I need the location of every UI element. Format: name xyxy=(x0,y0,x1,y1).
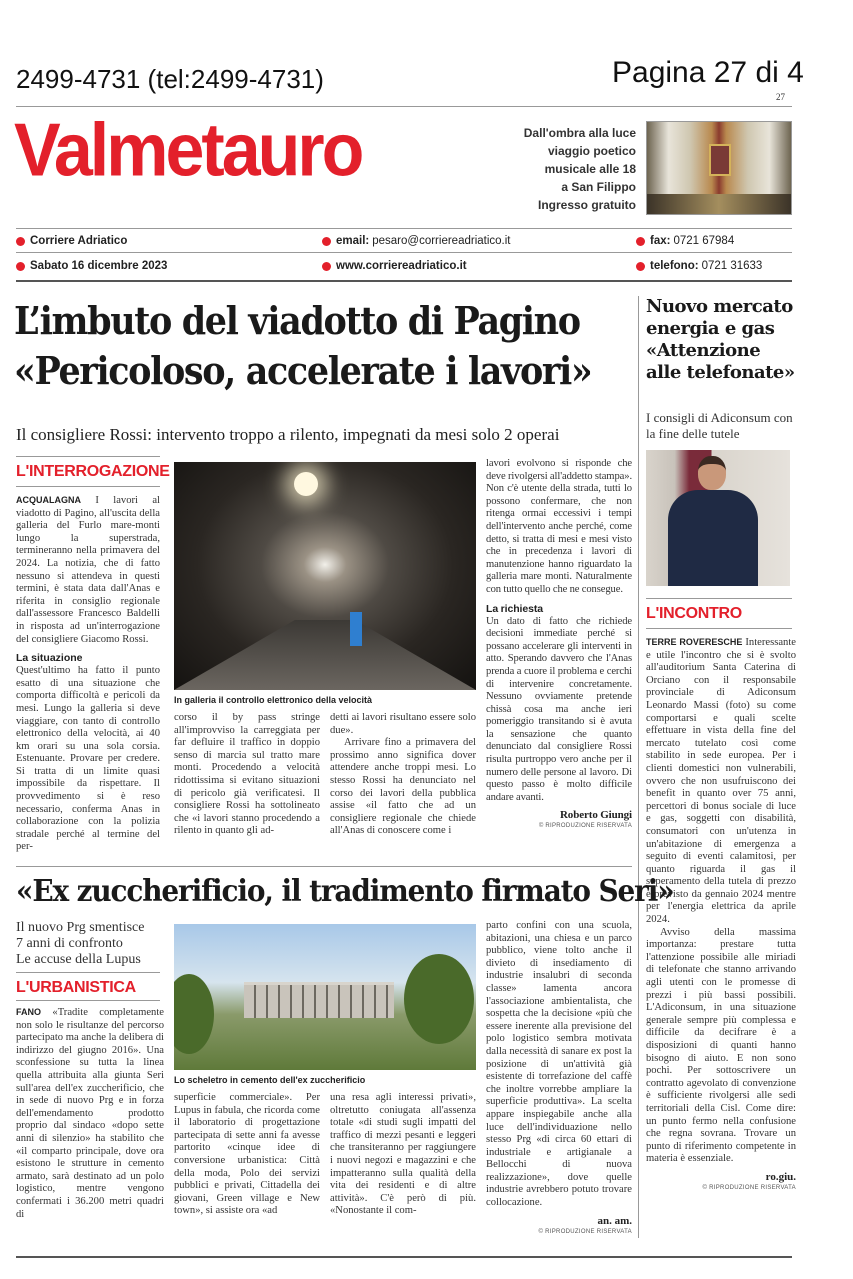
divider xyxy=(16,252,792,253)
rights-notice: © RIPRODUZIONE RISERVATA xyxy=(538,823,632,830)
bullet-icon xyxy=(16,237,25,246)
tree xyxy=(404,954,474,1044)
altar-painting xyxy=(709,144,731,176)
body-text: Arrivare fino a primavera del prossimo anno significa dover attendere anche troppi mesi. Lo stesso Rossi ha denunciato nel corso dei lavori della pubblica assise «il fatto che ad un consigliere regionale che chiede all'Anas di conoscere come i xyxy=(330,737,476,837)
tunnel-light xyxy=(294,472,318,496)
article3-col2a xyxy=(174,1092,320,1218)
body-text: detti ai lavori risultano essere solo due». xyxy=(330,712,476,736)
article1-col2b xyxy=(330,712,476,838)
bullet-icon xyxy=(322,237,331,246)
divider xyxy=(16,1000,160,1001)
section-title: La situazione xyxy=(16,652,83,665)
altar-base xyxy=(647,194,791,214)
subhead-line: Le accuse della Lupus xyxy=(16,952,141,967)
divider xyxy=(646,598,792,599)
article1-col2a xyxy=(174,712,320,838)
dateline: ACQUALAGNA xyxy=(16,495,81,505)
info-date xyxy=(16,259,170,273)
subhead-line: 7 anni di confronto xyxy=(16,936,123,951)
column-divider xyxy=(638,296,639,1238)
divider xyxy=(16,456,160,457)
bullet-icon xyxy=(636,262,645,271)
promo-line: Dall'ombra alla luce xyxy=(523,126,636,140)
speaker-photo xyxy=(646,450,790,586)
article3-col3 xyxy=(486,920,632,1237)
body-text: corso il by pass stringe all'improvviso la carreggiata per far defluire il traffico in doppio senso di marcia sul tratto mare monti. Procedendo a velocità ridottissima si evitano situazioni di pericolo già verificatesi. Il consigliere Rossi ha sottolineato che «i lavori stanno procedendo a rilento in quanto gli ad- xyxy=(174,712,320,837)
body-text: parto confini con una scuola, abitazioni, una chiesa e un parco pubblico, viene tolto anche il divieto di insediamento di industrie insalubri di seconda classe» lamenta ancora l'associazione ambientalista, che sospetta che la decisione «più che essere inerente alla previsione del polo logistico sembra motivata dalla necessità di sanare ex post la posizione di un'attività già esistente di torrefazione del caffè che inoltre vorrebbe ampliare la superficie produttiva». La scelta appare inspiegabile anche alla luce dell'individuazione nello stesso Prg «di circa 60 ettari di industriale e artigianale a Bellocchi di nuova realizzazione», dove quelle industrie avrebbero potuto trovare collocazione. xyxy=(486,920,632,1209)
body-text: I lavori al viadotto di Pagino, all'uscita della galleria del Furlo mare-monti lungo la superstrada, termineranno nella primavera del 2024. La notizia, che di fatto nessuno si attendeva in questi termini, è stata data dall'Anas e riferita in consiglio regionale dall'assessore Francesco Baldelli in risposta ad un'interrogazione del consigliere Giacomo Rossi. xyxy=(16,495,160,645)
info-website xyxy=(322,259,470,273)
email-label: email: xyxy=(336,235,370,247)
divider xyxy=(16,486,160,487)
body-text: superficie commerciale». Per Lupus in fabula, che ricorda come il laboratorio di progettazione partecipata di sette anni fa avesse partorito «cinque idee di conversione urbanistica: Città della moda, Polo dei servizi pubblici e privati, Cittadella dei giovani, Green village e New town», si assiste ora «ad xyxy=(174,1092,320,1217)
church-altar-photo xyxy=(646,121,792,215)
article2-title: Nuovo mercato energia e gas «Attenzione alle telefonate» xyxy=(646,296,795,383)
rights-notice: © RIPRODUZIONE RISERVATA xyxy=(538,1228,632,1235)
body-text: «Tradite completamente non solo le risultanze del percorso partecipato ma anche la delibera di indirizzo del giugno 2016». Una sconfessione su tutta la linea quella attribuita alla giunta Seri sull'area dell'ex zuccherificio, che in sede di nuovo Prg e in forza dell'emendamento prodotto proprio dal sindaco «dopo sette anni di silenzio» ha stabilito che «il comparto principale, dove ora esistono le strutture in cemento armato, sarà destinato ad un polo logistico, mentre vengono confermati i 36.200 metri quadri di xyxy=(16,1007,164,1220)
website-link[interactable]: www.corriereadriatico.it xyxy=(336,260,467,272)
article1-col3 xyxy=(486,458,632,831)
byline: an. am. xyxy=(597,1214,632,1227)
article1-headline xyxy=(14,296,591,396)
promo-line: Ingresso gratuito xyxy=(537,198,636,212)
bullet-icon xyxy=(16,262,25,271)
article3-headline: «Ex zuccherificio, il tradimento firmato Seri» xyxy=(16,874,674,909)
body-text: una resa agli interessi privati», oltretutto coniugata all'assenza totale «di studi sugli impatti del traffico di mezzi pesanti e leggeri che transiteranno per raggiungere i nuovi negozi e magazzini e che impatteranno sulla qualità della vita dei residenti e di altre attività». C'è però di più. «Nonostante il com- xyxy=(330,1092,476,1217)
person-head xyxy=(698,456,726,490)
byline: Roberto Giungi xyxy=(559,809,632,822)
photo-caption: In galleria il controllo elettronico della velocità xyxy=(174,695,373,705)
rights-notice: © RIPRODUZIONE RISERVATA xyxy=(702,1184,796,1191)
publication-date: Sabato 16 dicembre 2023 xyxy=(30,260,168,272)
info-fax xyxy=(636,234,734,248)
divider xyxy=(16,280,792,282)
headline-line: L’imbuto del viadotto di Pagino xyxy=(14,298,580,343)
article3-col1 xyxy=(16,1006,164,1221)
speed-sign xyxy=(350,612,362,646)
article1-kicker: L'INTERROGAZIONE xyxy=(16,463,170,480)
article3-subhead xyxy=(16,920,166,968)
body-text: Avviso della massima importanza: prestare tutta l'attenzione possibile alle miriadi di telefonate che stanno arrivando agli utenti con le promesse di prezzi i più bassi possibili. L'Adiconsum, in una situazione generale sempre più complessa e difficile da decifrare è a disposizioni di quanti hanno bisogno di aiuto. E non sono pochi. Per sottoscrivere un contratto agevolato di convenzione è sufficiente rivolgersi alle sedi territoriali della Cisl. Come dire: un punto fermo nella confusione che regna sovrana. Trovare un punto di riferimento competente in materia è essenziale. xyxy=(646,926,796,1165)
divider xyxy=(16,1256,792,1258)
headline-line: «Pericoloso, accelerate i lavori» xyxy=(14,348,592,393)
dateline: FANO xyxy=(16,1007,42,1017)
section-title: La richiesta xyxy=(486,602,543,615)
fax-label: fax: xyxy=(650,235,671,247)
bullet-icon xyxy=(636,237,645,246)
email-value[interactable]: pesaro@corriereadriatico.it xyxy=(372,235,511,247)
divider xyxy=(16,972,160,973)
concrete-skeleton xyxy=(244,982,394,1018)
body-text: Interessante e utile l'incontro che si è svolto all'auditorium Santa Caterina di Orciano con il responsabile provinciale di Adiconsum Leonardo Massi (foto) su come comportarsi e quali scelte effettuare in vista della fine del mercato tutelato così come stabilito in sede europea. Per i clienti domestici non vulnerabili, ovvero che non usufruiscono dei benefit in quanto over 75 anni, percettori di bonus sociale di luce e gas, soggetti con disabilità, consumatori con un'utenza in un'abitazione di emergenza a seguito di eventi calamitosi, per quanto riguarda il gas il superamento della tutela di prezzo è previsto da gennaio 2024 mentre per l'energia elettrica da aprile 2024. xyxy=(646,637,796,926)
section-masthead: Valmetauro xyxy=(14,107,362,192)
sugar-factory-photo xyxy=(174,924,476,1070)
publication-name: Corriere Adriatico xyxy=(30,235,128,247)
info-publication xyxy=(16,234,130,248)
byline: ro.giu. xyxy=(765,1170,796,1183)
phone-link[interactable]: 2499-4731 (tel:2499-4731) xyxy=(16,64,324,94)
divider xyxy=(646,628,792,629)
promo-line: musicale alle 18 xyxy=(544,162,636,176)
dateline: TERRE ROVERESCHE xyxy=(646,637,743,647)
divider xyxy=(16,866,632,867)
article1-col1 xyxy=(16,494,160,854)
page-label: Pagina 27 di 4 xyxy=(612,56,804,89)
info-email xyxy=(322,234,510,248)
body-text: lavori evolvono si risponde che deve rivolgersi all'addetto stampa». Non c'è utente della strada, tutti lo possono confermare, che non ritenga ormai eccessivi i tempi dell'intervento anche perché, come detto, si tratta di mesi e mesi visto che in precedenza i lavori di manutenzione hanno riguardato la galleria mare monti. Naturalmente con tutto quello che ne consegue. xyxy=(486,458,632,595)
article2-kicker: L'INCONTRO xyxy=(646,605,742,622)
article2-subtitle: I consigli di Adiconsum con la fine delle tutele xyxy=(646,410,793,441)
article3-kicker: L'URBANISTICA xyxy=(16,979,136,996)
article3-col2b xyxy=(330,1092,476,1218)
article1-subhead: Il consigliere Rossi: intervento troppo a rilento, impegnati da mesi solo 2 operai xyxy=(16,425,560,444)
phone-value: 0721 31633 xyxy=(701,260,763,272)
newspaper-page-number: 27 xyxy=(776,92,785,102)
tunnel-road xyxy=(174,620,476,690)
divider xyxy=(16,228,792,229)
promo-box xyxy=(490,124,636,214)
tunnel-photo xyxy=(174,462,476,690)
article2-body xyxy=(646,636,796,1193)
photo-caption: Lo scheletro in cemento dell'ex zuccherificio xyxy=(174,1075,366,1085)
tree xyxy=(174,974,214,1054)
info-phone xyxy=(636,259,762,273)
phone-label: telefono: xyxy=(650,260,699,272)
person-torso xyxy=(668,490,758,586)
body-text: Un dato di fatto che richiede decisioni immediate perché si possano accelerare gli interventi in atto. Sperando davvero che l'Anas prenda a cuore il problema e cerchi di intervenire concretamente. Nessuno ovviamente pretende chissà cosa ma anche ieri pomeriggio transitando si è avuta la sensazione che quanto denunciato dal consigliere Rossi risulta purtroppo vero anche per il numero delle persone al lavoro. Di questo passo è molto difficile andare avanti. xyxy=(486,615,632,803)
fax-value: 0721 67984 xyxy=(673,235,735,247)
subhead-line: Il nuovo Prg smentisce xyxy=(16,920,145,935)
promo-line: a San Filippo xyxy=(561,180,636,194)
promo-line: viaggio poetico xyxy=(547,144,636,158)
bullet-icon xyxy=(322,262,331,271)
body-text: Quest'ultimo ha fatto il punto esatto di una situazione che comporta difficoltà e pericoli da mesi. Lungo la galleria si deve viaggiare, con tanto di controllo elettronico della velocità, ai 40 km orari su una sola corsia. Estenuante. Provare per credere. Si tratta di un limite quasi impossibile da rispettare. Il provvedimento si è reso necessario, conferma Anas in collaborazione con la polizia stradale perché al termine del per- xyxy=(16,665,160,853)
